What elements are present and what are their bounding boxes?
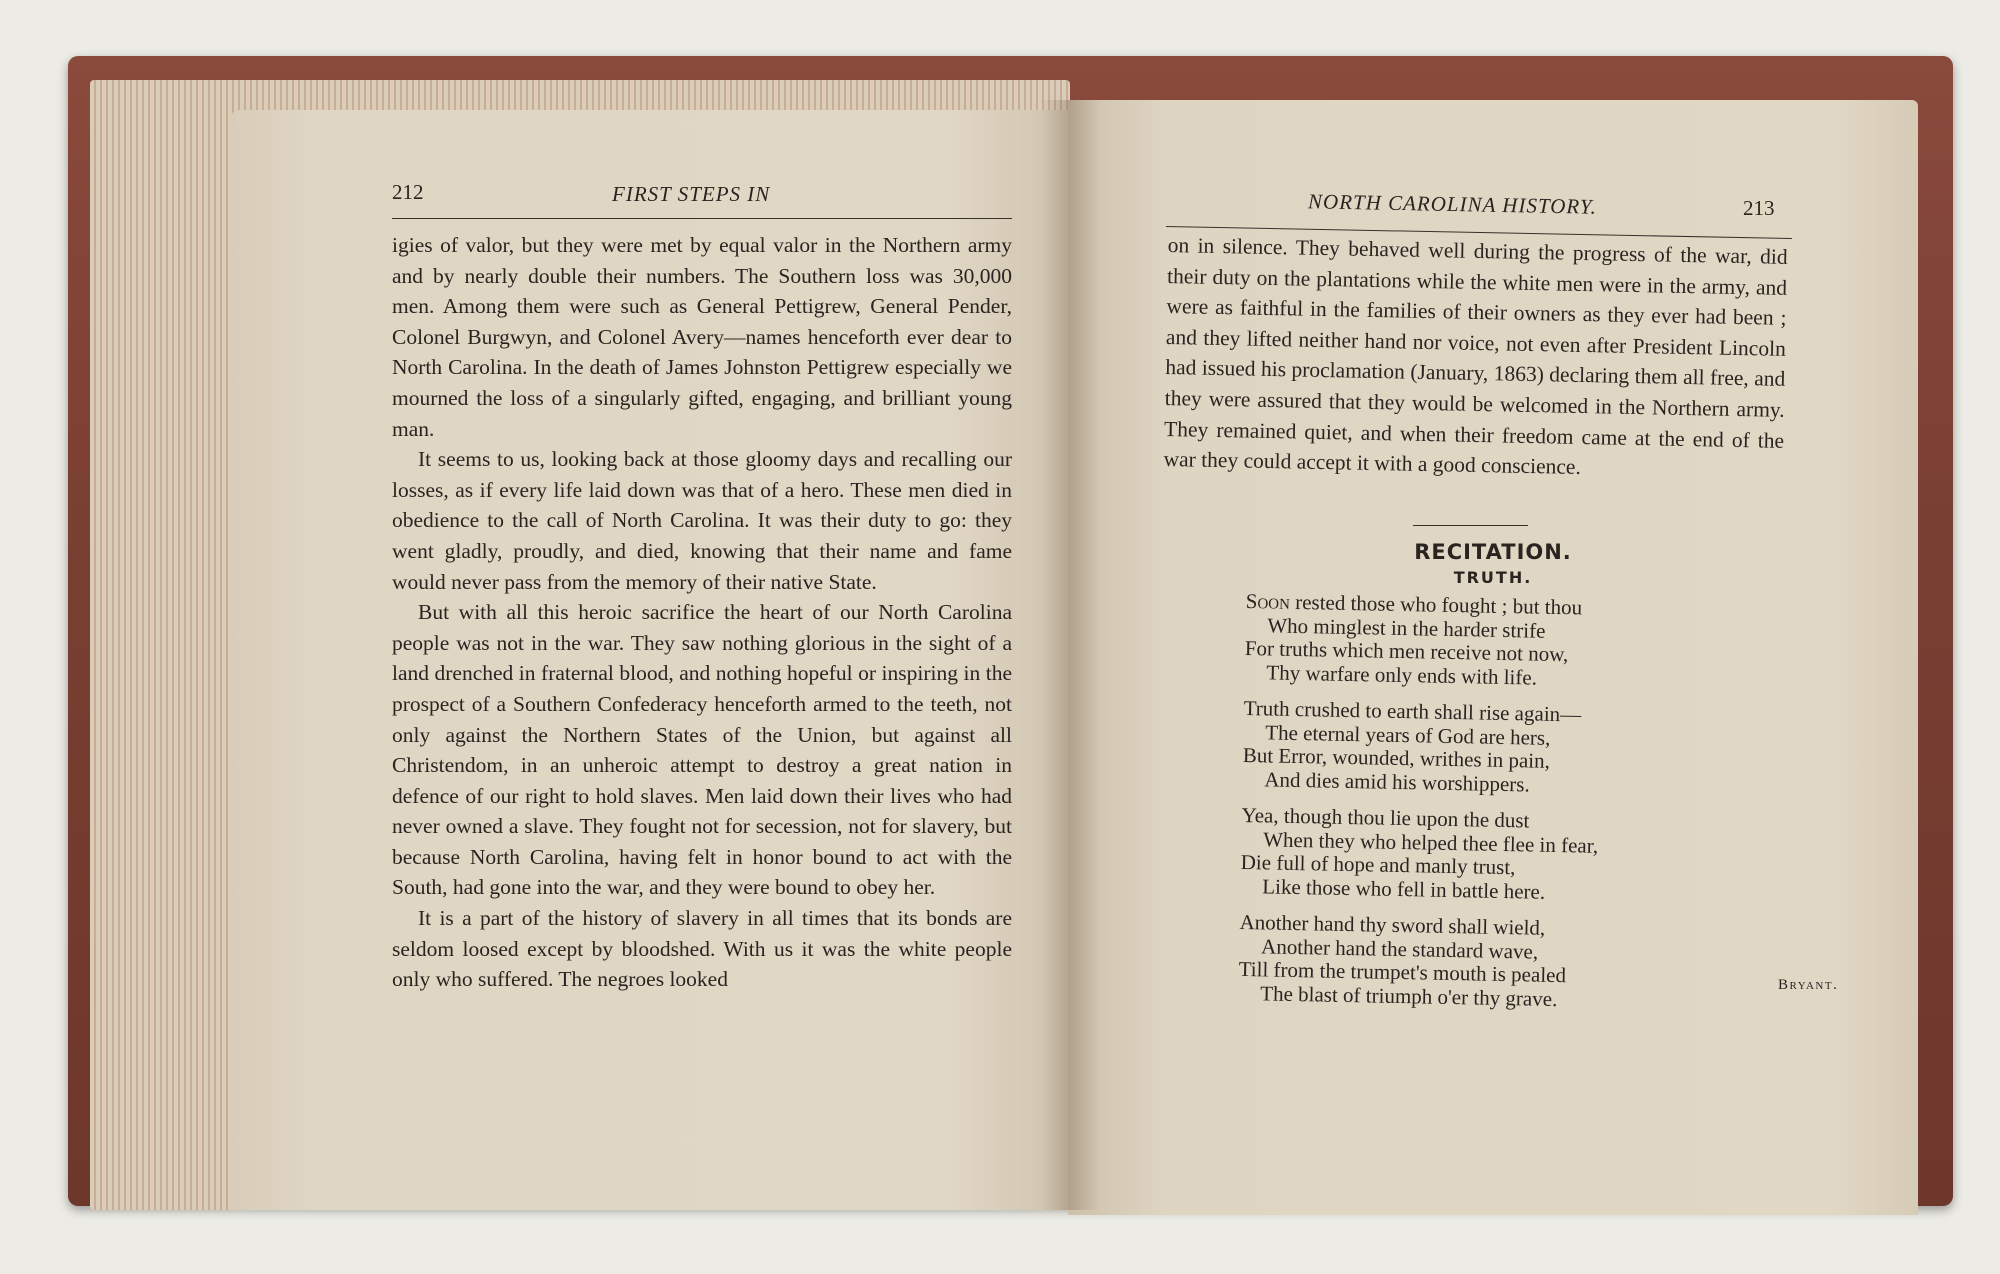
- right-page-number: 213: [1743, 196, 1775, 220]
- poem-stanza: [1238, 911, 1720, 1014]
- poem-line: Yea, though thou lie upon the dust: [1241, 802, 1530, 833]
- poem-line: But Error, wounded, writhes in pain,: [1242, 742, 1551, 773]
- poem-line: Who minglest in the harder strife: [1267, 612, 1546, 643]
- poem-attribution: Bryant.: [1778, 977, 1839, 993]
- poem-line: For truths which men receive not now,: [1244, 635, 1569, 667]
- poem-line: Thy warfare only ends with life.: [1266, 659, 1538, 690]
- poem-line: And dies amid his worshippers.: [1264, 766, 1530, 796]
- poem-title: TRUTH.: [1453, 568, 1533, 587]
- poem-line: Another hand thy sword shall wield,: [1239, 909, 1546, 940]
- poem-stanza: [1240, 804, 1722, 907]
- left-running-title: FIRST STEPS IN: [612, 182, 771, 206]
- poem-stanza: [1242, 697, 1724, 800]
- book-gutter: [1040, 100, 1100, 1210]
- paragraph: on in silence. They behaved well during the progress of the war, did their duty on the plantations while the white men were in the army, and were as faithful in the families of their owners as they ever had been ; and they lifted neither hand nor voice, not even after President Lincoln had issued his proclamation (January, 1863) declaring them all free, and they were assured that they would be welcomed in the Northern army. They remained quiet, and when their freedom came at the end of the war they could accept it with a good conscience.: [1163, 232, 1788, 480]
- recitation-heading: RECITATION.: [1414, 540, 1572, 564]
- right-page: [1068, 100, 1918, 1215]
- paragraph: It is a part of the history of slavery in all times that its bonds are seldom loosed except by bloodshed. With us it was the white people only who suffered. The negroes looked: [392, 906, 1012, 992]
- poem-line: Soon rested those who fought ; but thou: [1245, 589, 1583, 620]
- poem-line: The eternal years of God are hers,: [1265, 719, 1551, 750]
- left-header-rule: [392, 218, 1012, 219]
- poem-stanza: [1244, 590, 1726, 693]
- right-running-title: NORTH CAROLINA HISTORY.: [1307, 189, 1598, 219]
- right-body-text: [1163, 230, 1788, 487]
- poem-line: Another hand the standard wave,: [1260, 933, 1539, 964]
- paragraph: igies of valor, but they were met by equal valor in the Northern army and by nearly double their numbers. The Southern loss was 30,000 men. Among them were such as General Pettigrew, General Pender, Colonel Burgwyn, and Colonel Avery—names henceforth ever dear to North Carolina. In the death of James Johnston Pettigrew especially we mourned the loss of a singularly gifted, engaging, and brilliant young man.: [392, 233, 1012, 441]
- poem-line: When they who helped thee flee in fear,: [1262, 826, 1599, 858]
- left-page-number: 212: [392, 180, 424, 204]
- poem-line: Die full of hope and manly trust,: [1240, 849, 1516, 880]
- paragraph: It seems to us, looking back at those gloomy days and recalling our losses, as if every life laid down was that of a hero. These men died in obedience to the call of North Carolina. It was their duty to go: they went gladly, proudly, and died, knowing that their name and fame would never pass from the memory of their native State.: [392, 447, 1012, 594]
- poem: [1238, 590, 1726, 1027]
- poem-line: Truth crushed to earth shall rise again—: [1243, 695, 1582, 727]
- left-body-text: [392, 230, 1012, 995]
- poem-first-word: Soon: [1245, 589, 1291, 614]
- poem-line: Like those who fell in battle here.: [1262, 873, 1546, 904]
- paragraph: But with all this heroic sacrifice the heart of our North Carolina people was not in the war. They saw nothing glorious in the sight of a land drenched in fraternal blood, and nothing hopeful or inspiring in the prospect of a Southern Confederacy henceforth armed to the teeth, not only against the Northern States of the Union, but against all Christendom, in an unheroic attempt to destroy a great nation in defence of our right to hold slaves. Men laid down their lives who had never owned a slave. They fought not for secession, not for slavery, but because North Carolina, having felt in honor bound to act with the South, had gone into the war, and they were bound to obey her.: [392, 600, 1012, 900]
- left-page: [232, 110, 1072, 1210]
- poem-line: The blast of triumph o'er thy grave.: [1260, 980, 1558, 1011]
- poem-line: Till from the trumpet's mouth is pealed: [1238, 956, 1567, 988]
- section-divider: [1413, 525, 1528, 526]
